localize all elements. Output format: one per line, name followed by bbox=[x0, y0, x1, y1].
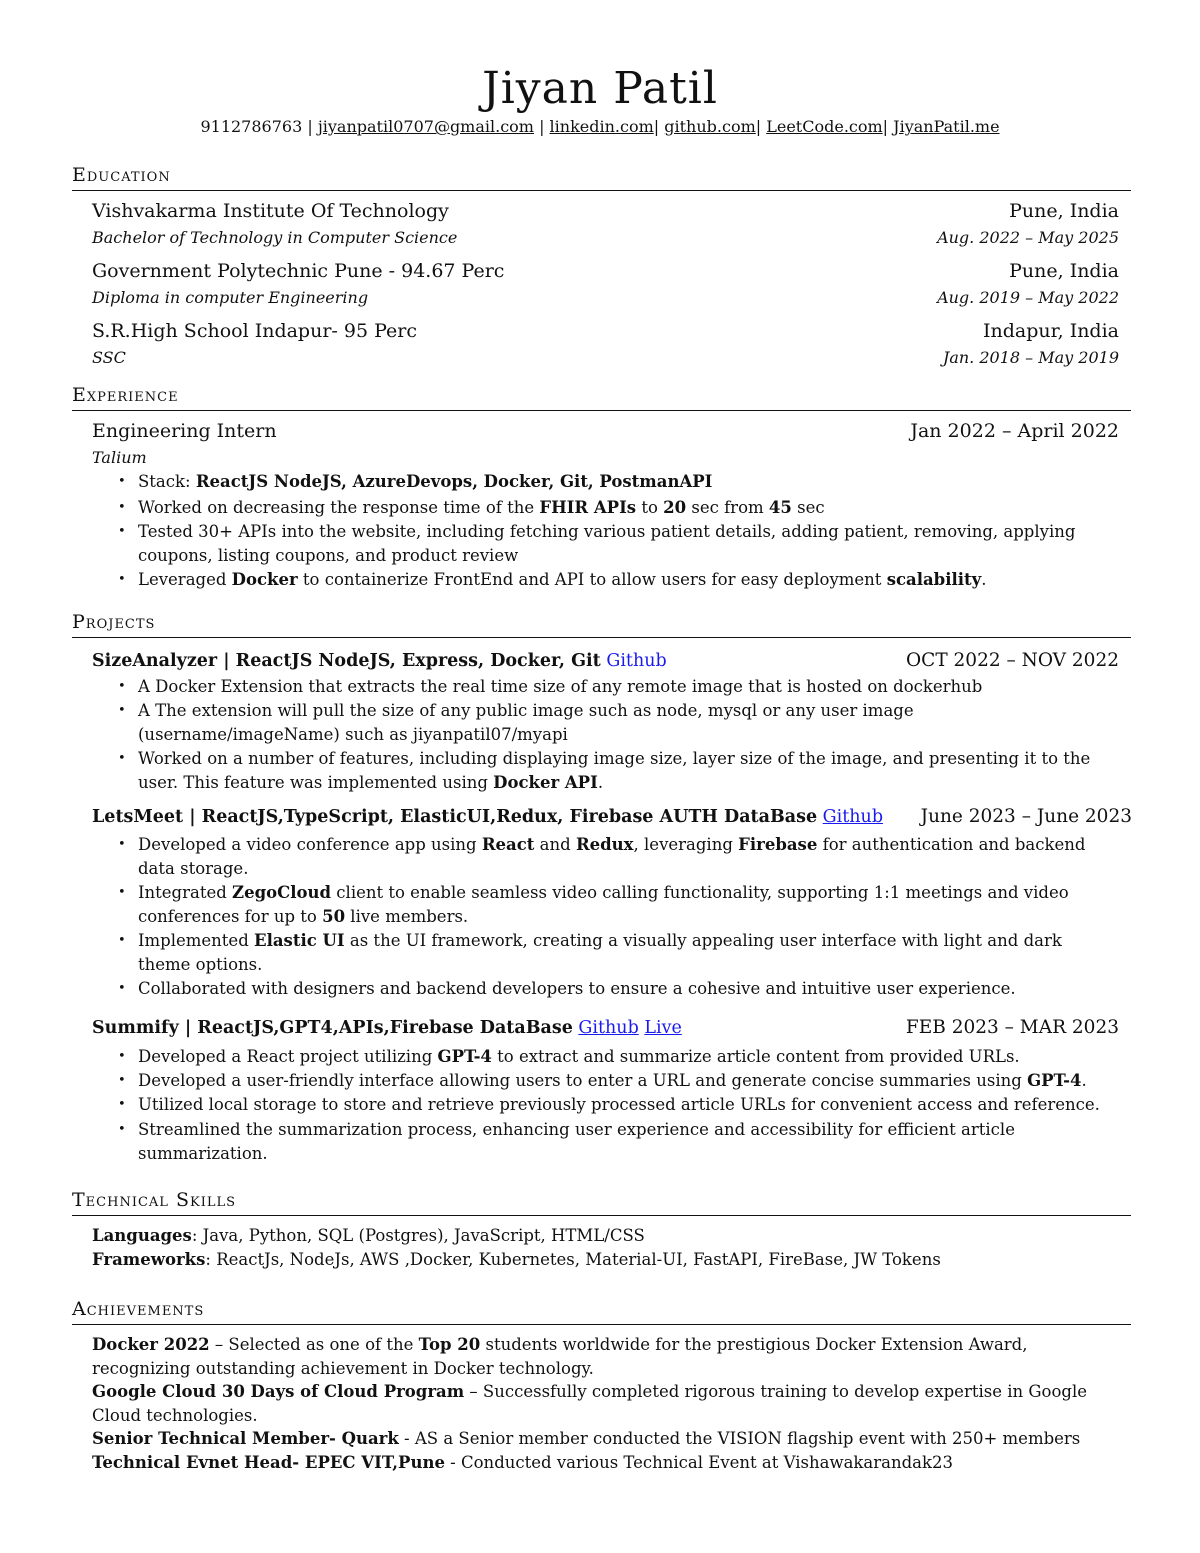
list-item: • A The extension will pull the size of any public image such as node, mysql or any user image (username/imageName) such as jiyanpatil07/myapi bbox=[138, 699, 1123, 747]
list-item: • Integrated ZegoCloud client to enable seamless video calling functionality, supporting 1:1 meetings and video conferences for up to 50 live members. bbox=[138, 881, 1123, 929]
list-item: • Implemented Elastic UI as the UI framework, creating a visually appealing user interface with light and dark theme options. bbox=[138, 929, 1123, 977]
list-item: • Stack: ReactJS NodeJS, AzureDevops, Docker, Git, PostmanAPI bbox=[138, 470, 1123, 494]
achievement-item: Senior Technical Member- Quark - AS a Senior member conducted the VISION flagship event with 250+ members bbox=[92, 1429, 1081, 1448]
degree: Bachelor of Technology in Computer Science bbox=[92, 228, 458, 247]
achievement-item: Docker 2022 – Selected as one of the Top 20 students worldwide for the prestigious Docker Extension Award, recognizing outstanding achievement in Docker technology. bbox=[92, 1335, 1028, 1378]
linkedin-link[interactable]: linkedin.com bbox=[549, 117, 654, 136]
achievement-item: Technical Evnet Head- EPEC VIT,Pune - Conducted various Technical Event at Vishawakarandak23 bbox=[92, 1453, 953, 1472]
phone-number: 9112786763 bbox=[200, 117, 303, 136]
project-header bbox=[92, 648, 1119, 674]
list-item: • Streamlined the summarization process, enhancing user experience and accessibility for efficient article summarization. bbox=[138, 1118, 1123, 1166]
school-location: Indapur, India bbox=[982, 320, 1119, 342]
projects-rule bbox=[72, 637, 1131, 638]
skills-frameworks: Frameworks: ReactJs, NodeJs, AWS ,Docker, Kubernetes, Material-UI, FastAPI, FireBase, JW Tokens bbox=[92, 1250, 941, 1269]
education-heading: Education bbox=[72, 164, 171, 186]
list-item: • Developed a React project utilizing GPT-4 to extract and summarize article content from provided URLs. bbox=[138, 1045, 1123, 1069]
project-dates: FEB 2023 – MAR 2023 bbox=[905, 1017, 1119, 1038]
list-item: • Developed a video conference app using React and Redux, leveraging Firebase for authentication and backend data storage. bbox=[138, 833, 1123, 881]
experience-rule bbox=[72, 410, 1131, 411]
candidate-name: Jiyan Patil bbox=[482, 63, 718, 114]
project-title: LetsMeet | ReactJS,TypeScript, ElasticUI,Redux, Firebase AUTH DataBase bbox=[92, 807, 818, 827]
project-header bbox=[92, 804, 1132, 830]
degree: Diploma in computer Engineering bbox=[92, 288, 369, 307]
list-item: • Leveraged Docker to containerize FrontEnd and API to allow users for easy deployment scalability. bbox=[138, 568, 1123, 592]
achievements-rule bbox=[72, 1324, 1131, 1325]
education-detail bbox=[92, 347, 1119, 373]
project-dates: OCT 2022 – NOV 2022 bbox=[906, 650, 1119, 671]
github-link[interactable]: github.com bbox=[664, 117, 756, 136]
job-dates: Jan 2022 – April 2022 bbox=[910, 420, 1119, 442]
project-title: SizeAnalyzer | ReactJS NodeJS, Express, Docker, Git bbox=[92, 651, 601, 671]
project-dates: June 2023 – June 2023 bbox=[920, 806, 1132, 827]
email-link[interactable]: jiyanpatil0707@gmail.com bbox=[317, 117, 534, 136]
list-item: • A Docker Extension that extracts the real time size of any remote image that is hosted on dockerhub bbox=[138, 675, 1123, 699]
degree: SSC bbox=[92, 348, 126, 367]
list-item: • Tested 30+ APIs into the website, including fetching various patient details, adding patient, removing, applying coupons, listing coupons, and product review bbox=[138, 520, 1123, 568]
list-item: • Worked on decreasing the response time of the FHIR APIs to 20 sec from 45 sec bbox=[138, 496, 1123, 520]
school-name: Vishvakarma Institute Of Technology bbox=[92, 200, 449, 222]
school-location: Pune, India bbox=[1009, 200, 1119, 222]
education-dates: Aug. 2019 – May 2022 bbox=[937, 288, 1119, 307]
list-item: • Worked on a number of features, including displaying image size, layer size of the image, and presenting it to the user. This feature was implemented using Docker API. bbox=[138, 747, 1123, 795]
achievement-item: Google Cloud 30 Days of Cloud Program – Successfully completed rigorous training to develop expertise in Google Cloud technologies. bbox=[92, 1382, 1088, 1425]
education-dates: Aug. 2022 – May 2025 bbox=[937, 228, 1119, 247]
experience-entry bbox=[92, 418, 1119, 444]
contact-line: 9112786763 | jiyanpatil0707@gmail.com | linkedin.com| github.com| LeetCode.com| JiyanPatil.me bbox=[200, 117, 1000, 136]
skills-languages: Languages: Java, Python, SQL (Postgres), JavaScript, HTML/CSS bbox=[92, 1226, 645, 1245]
education-dates: Jan. 2018 – May 2019 bbox=[942, 348, 1119, 367]
education-entry bbox=[92, 198, 1119, 224]
skills-heading: Technical Skills bbox=[72, 1189, 236, 1211]
job-title: Engineering Intern bbox=[92, 420, 277, 442]
company-name: Talium bbox=[92, 448, 147, 467]
education-detail bbox=[92, 227, 1119, 253]
projects-heading: Projects bbox=[72, 611, 156, 633]
project-header bbox=[92, 1015, 1119, 1041]
leetcode-link[interactable]: LeetCode.com bbox=[766, 117, 883, 136]
education-entry bbox=[92, 318, 1119, 344]
list-item: • Utilized local storage to store and retrieve previously processed article URLs for convenient access and reference. bbox=[138, 1093, 1123, 1117]
education-entry bbox=[92, 258, 1119, 284]
education-detail bbox=[92, 287, 1119, 313]
achievements-heading: Achievements bbox=[72, 1298, 205, 1320]
github-link[interactable]: Github bbox=[822, 807, 884, 827]
github-link[interactable]: Github bbox=[606, 651, 667, 671]
github-link[interactable]: Github bbox=[578, 1018, 639, 1038]
school-name: S.R.High School Indapur- 95 Perc bbox=[92, 320, 417, 342]
live-link[interactable]: Live bbox=[644, 1018, 682, 1038]
school-location: Pune, India bbox=[1009, 260, 1119, 282]
skills-rule bbox=[72, 1215, 1131, 1216]
experience-heading: Experience bbox=[72, 384, 179, 406]
school-name: Government Polytechnic Pune - 94.67 Perc bbox=[92, 260, 505, 282]
project-title: Summify | ReactJS,GPT4,APIs,Firebase DataBase bbox=[92, 1018, 573, 1038]
education-rule bbox=[72, 190, 1131, 191]
list-item: • Collaborated with designers and backend developers to ensure a cohesive and intuitive user experience. bbox=[138, 977, 1123, 1001]
website-link[interactable]: JiyanPatil.me bbox=[893, 117, 1000, 136]
list-item: • Developed a user-friendly interface allowing users to enter a URL and generate concise summaries using GPT-4. bbox=[138, 1069, 1123, 1093]
